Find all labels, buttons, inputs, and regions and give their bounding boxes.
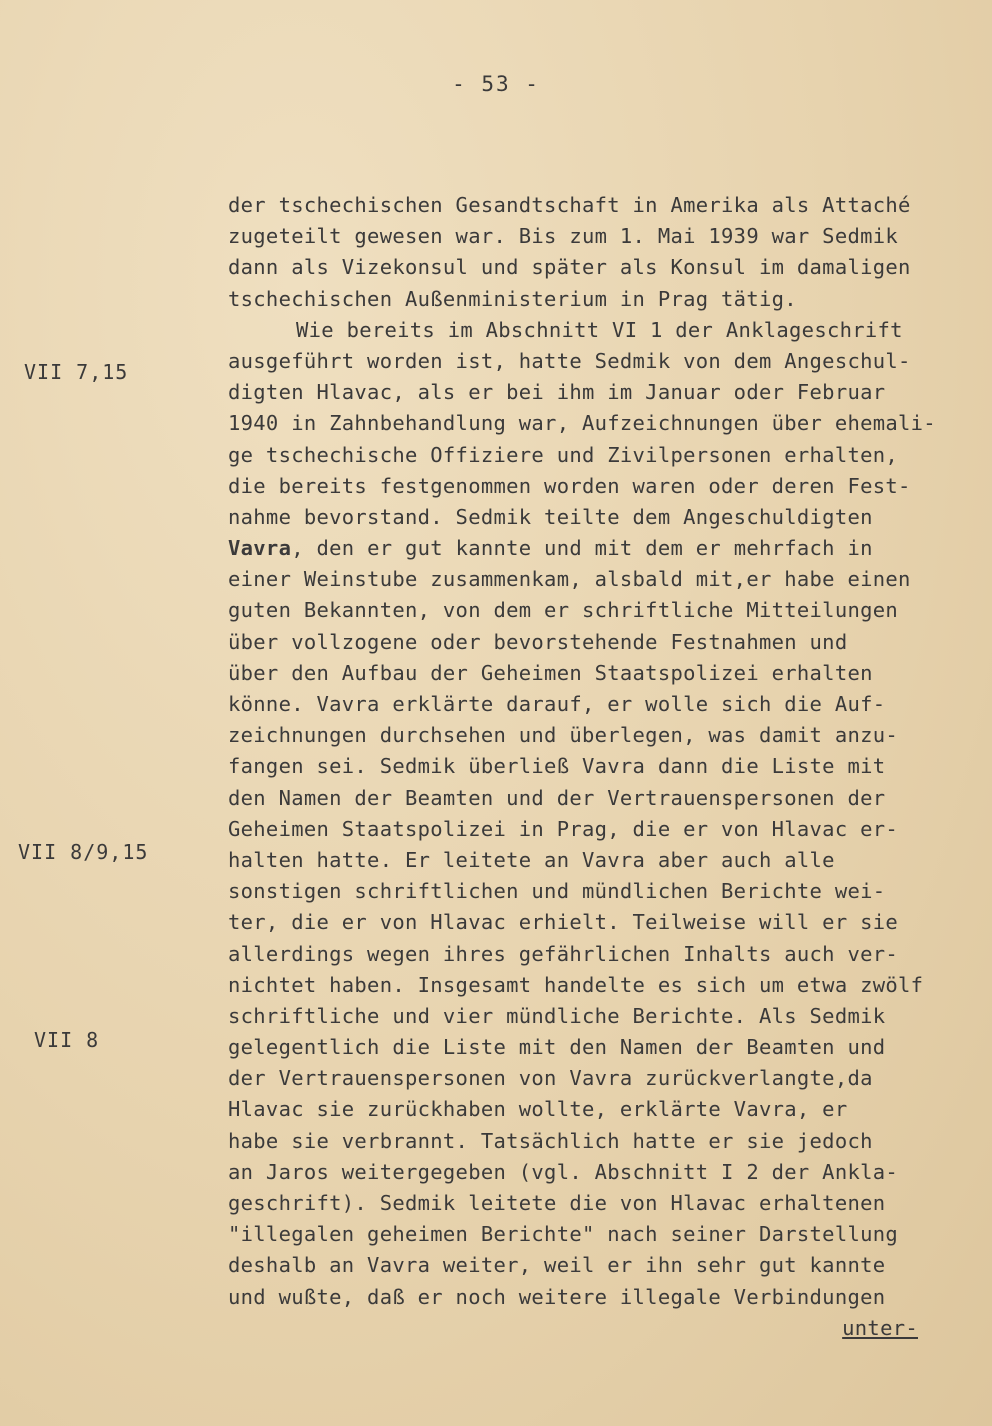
text-line: gelegentlich die Liste mit den Namen der Beamten und — [228, 1035, 886, 1060]
text-line: und wußte, daß er noch weitere illegale Verbindungen — [228, 1284, 886, 1309]
text-line: 1940 in Zahnbehandlung war, Aufzeichnungen über ehemali- — [228, 411, 936, 436]
catchword-line — [228, 1313, 968, 1344]
text-line: der Vertrauenspersonen von Vavra zurückverlangte,da — [228, 1066, 873, 1091]
text-line: könne. Vavra erklärte darauf, er wolle sich die Auf- — [228, 692, 886, 716]
text-line: fangen sei. Sedmik überließ Vavra dann die Liste mit — [228, 754, 886, 779]
text-line: die bereits festgenommen worden waren oder deren Fest- — [228, 473, 911, 498]
text-line: digten Hlavac, als er bei ihm im Januar oder Februar — [228, 380, 886, 405]
page-number: - 53 - — [452, 72, 540, 96]
bold-name: Vavra — [228, 536, 292, 561]
text-line: der tschechischen Gesandtschaft in Amerika als Attaché — [228, 193, 911, 217]
text-line: schriftliche und vier mündliche Berichte. Als Sedmik — [228, 1003, 886, 1028]
body-text — [228, 190, 968, 1344]
text-line: einer Weinstube zusammenkam, alsbald mit,er habe einen — [228, 567, 911, 592]
text-line: ter, die er von Hlavac erhielt. Teilweise will er sie — [228, 910, 899, 935]
text-line: Geheimen Staatspolizei in Prag, die er von Hlavac er- — [228, 816, 899, 841]
catchword: unter- — [842, 1315, 918, 1340]
text-line: über vollzogene oder bevorstehende Festnahmen und — [228, 629, 848, 654]
text-line: zeichnungen durchsehen und überlegen, was damit anzu- — [228, 723, 899, 748]
text-line — [228, 533, 968, 564]
text-line: habe sie verbrannt. Tatsächlich hatte er sie jedoch — [228, 1128, 873, 1153]
text-line: Hlavac sie zurückhaben wollte, erklärte Vavra, er — [228, 1097, 848, 1122]
text-line: tschechischen Außenministerium in Prag tätig. — [228, 286, 797, 311]
text-line: deshalb an Vavra weiter, weil er ihn sehr gut kannte — [228, 1253, 886, 1278]
margin-note: VII 8/9,15 — [18, 840, 149, 864]
text-line: an Jaros weitergegeben (vgl. Abschnitt I 2 der Ankla- — [228, 1159, 899, 1184]
text-line: zugeteilt gewesen war. Bis zum 1. Mai 1939 war Sedmik — [228, 224, 899, 249]
text-line: Wie bereits im Abschnitt VI 1 der Anklageschrift — [296, 317, 903, 342]
text-line: "illegalen geheimen Berichte" nach seiner Darstellung — [228, 1222, 899, 1247]
text-line: ge tschechische Offiziere und Zivilpersonen erhalten, — [228, 442, 899, 467]
margin-note: VII 8 — [34, 1028, 100, 1052]
text-line-rest: , den er gut kannte und mit dem er mehrfach in — [291, 536, 873, 561]
text-line: über den Aufbau der Geheimen Staatspolizei erhalten — [228, 660, 873, 685]
margin-note: VII 7,15 — [24, 360, 129, 384]
text-line: ausgeführt worden ist, hatte Sedmik von dem Angeschul- — [228, 348, 911, 373]
text-line: guten Bekannten, von dem er schriftliche Mitteilungen — [228, 598, 899, 623]
text-line: allerdings wegen ihres gefährlichen Inhalts auch ver- — [228, 941, 899, 966]
text-line: nichtet haben. Insgesamt handelte es sich um etwa zwölf — [228, 972, 924, 997]
text-line: dann als Vizekonsul und später als Konsul im damaligen — [228, 255, 911, 280]
text-line: nahme bevorstand. Sedmik teilte dem Angeschuldigten — [228, 504, 873, 529]
text-line: den Namen der Beamten und der Vertrauenspersonen der — [228, 785, 886, 810]
text-line: halten hatte. Er leitete an Vavra aber auch alle — [228, 847, 835, 872]
text-line: geschrift). Sedmik leitete die von Hlavac erhaltenen — [228, 1191, 886, 1215]
text-line: sonstigen schriftlichen und mündlichen Berichte wei- — [228, 879, 886, 904]
